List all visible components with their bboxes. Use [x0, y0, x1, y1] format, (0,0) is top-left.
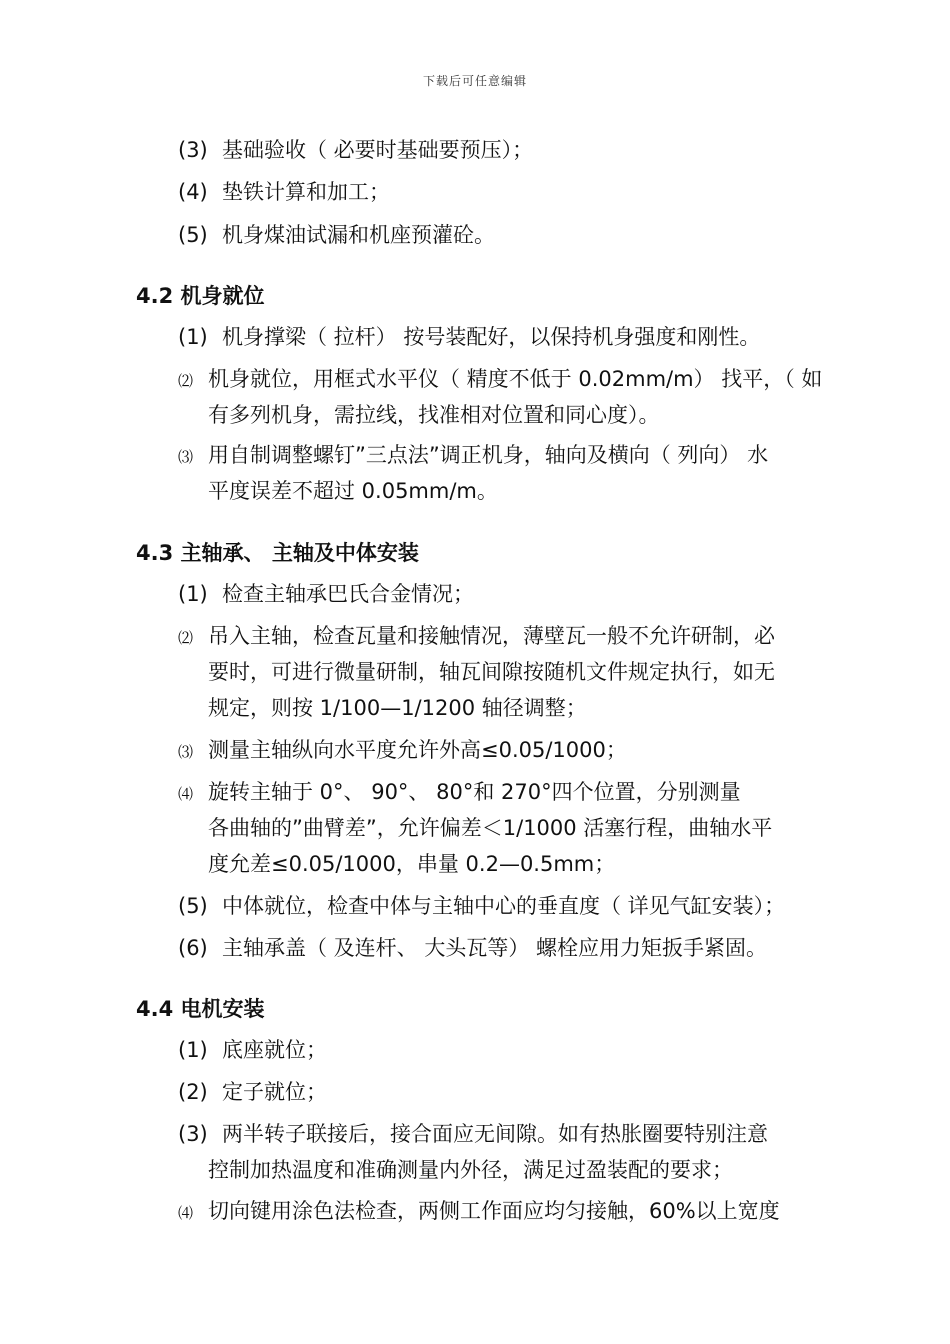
item-text: 检查主轴承巴氏合金情况；	[222, 582, 474, 606]
item-text-continuation: 有多列机身，需拉线，找准相对位置和同心度）。	[208, 403, 660, 427]
item-number: ⑷	[178, 1204, 194, 1222]
list-item	[178, 178, 390, 206]
item-number: (6)	[178, 936, 208, 960]
item-number: (3)	[178, 1122, 208, 1146]
list-item	[178, 1197, 780, 1227]
item-text: 机身就位，用框式水平仪（ 精度不低于 0.02mm/m） 找平，（ 如	[208, 367, 823, 391]
section-heading: 4.4 电机安装	[136, 997, 265, 1021]
list-item	[178, 778, 741, 808]
list-item	[178, 892, 785, 920]
item-text-continuation: 平度误差不超过 0.05mm/m。	[208, 479, 498, 503]
item-text-continuation: 控制加热温度和准确测量内外径，满足过盈装配的要求；	[208, 1158, 733, 1182]
item-text: 机身煤油试漏和机座预灌砼。	[222, 223, 495, 247]
list-item	[178, 736, 627, 766]
item-text-continuation: 要时，可进行微量研制，轴瓦间隙按随机文件规定执行，如无	[208, 660, 775, 684]
list-item	[178, 934, 767, 962]
list-item	[178, 441, 768, 471]
item-number: (2)	[178, 1080, 208, 1104]
item-text-continuation: 度允差≤0.05/1000，串量 0.2—0.5mm；	[208, 852, 616, 876]
item-number: ⑶	[178, 743, 194, 761]
list-item	[178, 365, 822, 395]
item-text: 底座就位；	[222, 1038, 327, 1062]
list-item	[178, 221, 495, 249]
item-text: 旋转主轴于 0°、 90°、 80°和 270°四个位置，分别测量	[208, 780, 741, 804]
item-text: 基础验收（ 必要时基础要预压）；	[222, 138, 534, 162]
item-text-continuation: 规定，则按 1/100—1/1200 轴径调整；	[208, 696, 587, 720]
item-number: (5)	[178, 223, 208, 247]
item-number: ⑷	[178, 785, 194, 803]
item-text: 主轴承盖（ 及连杆、 大头瓦等） 螺栓应用力矩扳手紧固。	[222, 936, 768, 960]
item-number: (4)	[178, 180, 208, 204]
list-item	[178, 1036, 327, 1064]
section-heading: 4.3 主轴承、 主轴及中体安装	[136, 541, 419, 565]
item-number: ⑵	[178, 372, 194, 390]
item-text: 两半转子联接后，接合面应无间隙。如有热胀圈要特别注意	[222, 1122, 768, 1146]
item-number: (1)	[178, 325, 208, 349]
item-text: 用自制调整螺钉”三点法”调正机身，轴向及横向（ 列向） 水	[208, 443, 769, 467]
list-item	[178, 136, 533, 164]
item-number: (1)	[178, 582, 208, 606]
item-text: 定子就位；	[222, 1080, 327, 1104]
item-text: 测量主轴纵向水平度允许外高≤0.05/1000；	[208, 738, 627, 762]
page-header: 下载后可任意编辑	[422, 74, 527, 88]
list-item	[178, 580, 474, 608]
list-item	[178, 622, 775, 652]
item-number: ⑶	[178, 448, 194, 466]
item-number: (5)	[178, 894, 208, 918]
item-number: ⑵	[178, 629, 194, 647]
item-number: (1)	[178, 1038, 208, 1062]
item-text-continuation: 各曲轴的”曲臂差”，允许偏差＜1/1000 活塞行程，曲轴水平	[208, 816, 773, 840]
list-item	[178, 323, 760, 351]
section-heading: 4.2 机身就位	[136, 284, 265, 308]
item-text: 中体就位，检查中体与主轴中心的垂直度（ 详见气缸安装）；	[222, 894, 786, 918]
list-item	[178, 1120, 768, 1148]
item-text: 垫铁计算和加工；	[222, 180, 390, 204]
list-item	[178, 1078, 327, 1106]
item-text: 机身撑梁（ 拉杆） 按号装配好，以保持机身强度和刚性。	[222, 325, 761, 349]
item-number: (3)	[178, 138, 208, 162]
item-text: 吊入主轴，检查瓦量和接触情况，薄壁瓦一般不允许研制，必	[208, 624, 775, 648]
item-text: 切向键用涂色法检查，两侧工作面应均匀接触，60%以上宽度	[208, 1199, 780, 1223]
